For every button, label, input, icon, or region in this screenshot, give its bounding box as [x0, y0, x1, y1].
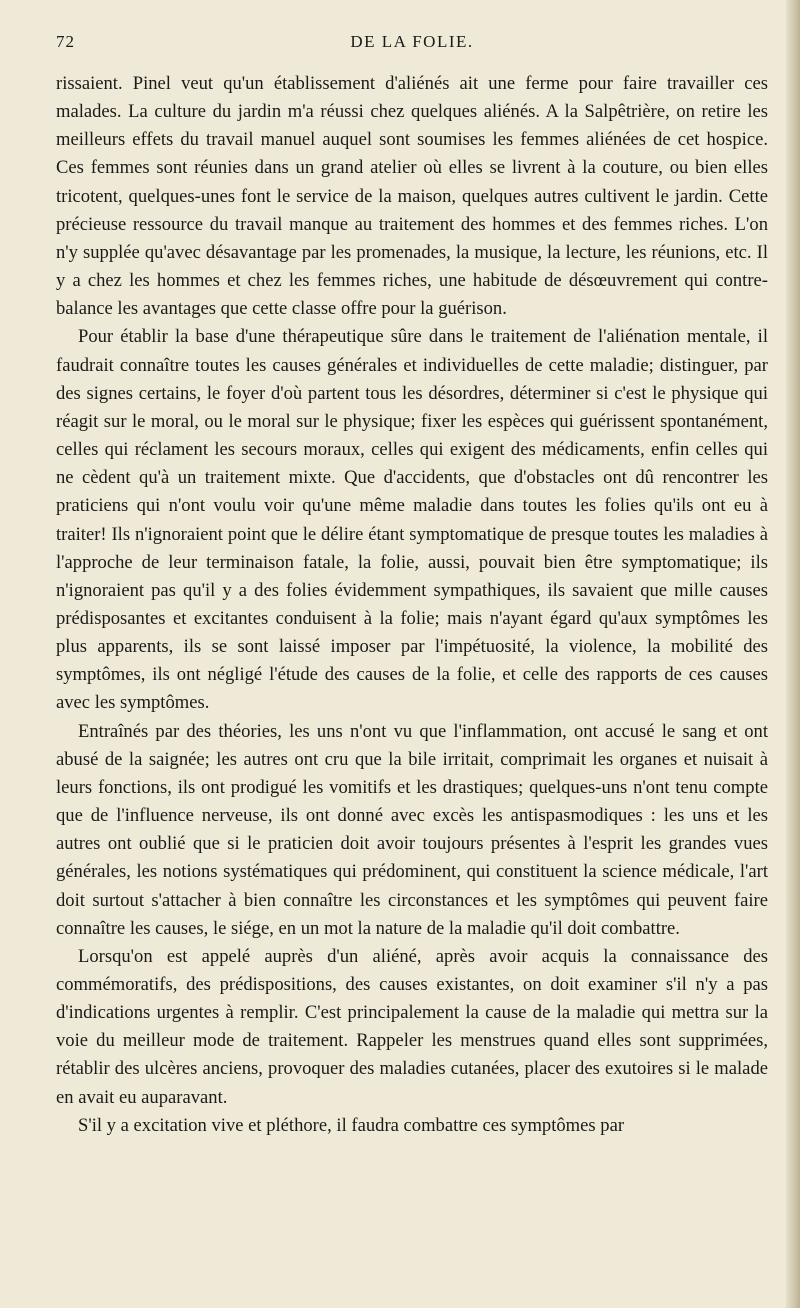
running-title: DE LA FOLIE. [350, 32, 474, 51]
body-text [56, 70, 768, 1140]
paragraph-4: Lorsqu'on est appelé auprès d'un aliéné, après avoir acquis la connaissance des commémoratifs, des prédispositions, des causes existantes, on doit examiner s'il n'y a pas d'indications urgentes à remplir. C'est principalement la cause de la maladie qui mettra sur la voie du meilleur mode de traitement. Rappeler les menstrues quand elles sont supprimées, rétablir des ulcères anciens, provoquer des maladies cutanées, placer des exutoires si le malade en avait eu auparavant. [56, 945, 768, 1108]
paragraph-3: Entraînés par des théories, les uns n'ont vu que l'inflammation, ont accusé le sang et ont abusé de la saignée; les autres ont cru que la bile irritait, comprimait les organes et nuisait à leurs fonctions, ils ont prodigué les vomitifs et les drastiques; quelques-uns n'ont tenu compte que de l'influence nerveuse, ils ont donné avec excès les antispasmodiques : les uns et les autres ont oublié que si le praticien doit avoir toujours présentes à l'esprit les grandes vues générales, les notions systématiques qui prédominent, qui constituent la science médicale, l'art doit surtout s'attacher à bien connaître les circonstances et les symptômes qui peuvent faire connaître les causes, le siége, en un mot la nature de la maladie qu'il doit combattre. [56, 720, 768, 939]
page-header [56, 30, 768, 56]
page-number: 72 [56, 32, 75, 51]
paragraph-5: S'il y a excitation vive et pléthore, il faudra combattre ces symptômes par [78, 1114, 625, 1136]
paragraph-1: rissaient. Pinel veut qu'un établissement d'aliénés ait une ferme pour faire travailler ces malades. La culture du jardin m'a réussi chez quelques aliénés. A la Salpêtrière, on retire les meilleurs effets du travail manuel auquel sont soumises les femmes aliénées de cet hospice. Ces femmes sont réunies dans un grand atelier où elles se livrent à la couture, ou bien elles tricotent, quelques-unes font le service de la maison, quelques autres cultivent le jardin. Cette précieuse ressource du travail manque au traitement des hommes et des femmes riches. L'on n'y supplée qu'avec désavantage par les promenades, la musique, la lecture, les réunions, etc. Il y a chez les hommes et chez les femmes riches, une habitude de désœuvrement qui contre-balance les avantages que cette classe offre pour la guérison. [56, 73, 768, 320]
page-edge [786, 0, 800, 1308]
book-page [56, 30, 768, 1140]
paragraph-2: Pour établir la base d'une thérapeutique sûre dans le traitement de l'aliénation mentale, il faudrait connaître toutes les causes générales et individuelles de cette maladie; distinguer, par des signes certains, le foyer d'où partent tous les désordres, déterminer si c'est le physique qui réagit sur le moral, ou le moral sur le physique; fixer les espèces qui guérissent spontanément, celles qui réclament les secours moraux, celles qui exigent des médicaments, enfin celles qui ne cèdent qu'à un traitement mixte. Que d'accidents, que d'obstacles ont dû rencontrer les praticiens qui n'ont voulu voir qu'une même maladie dans toutes les folies qu'ils ont eu à traiter! Ils n'ignoraient point que le délire étant symptomatique de presque toutes les maladies à l'approche de leur terminaison fatale, la folie, aussi, pouvait bien être symptomatique; ils n'ignoraient pas qu'il y a des folies évidemment sympathiques, ils savaient que mille causes prédisposantes et excitantes conduisent à la folie; mais n'ayant égard qu'aux symptômes les plus apparents, ils se sont laissé imposer par l'impétuosité, la violence, la mobilité des symptômes, ils ont négligé l'étude des causes de la folie, et celle des rapports de ces causes avec les symptômes. [56, 326, 768, 714]
